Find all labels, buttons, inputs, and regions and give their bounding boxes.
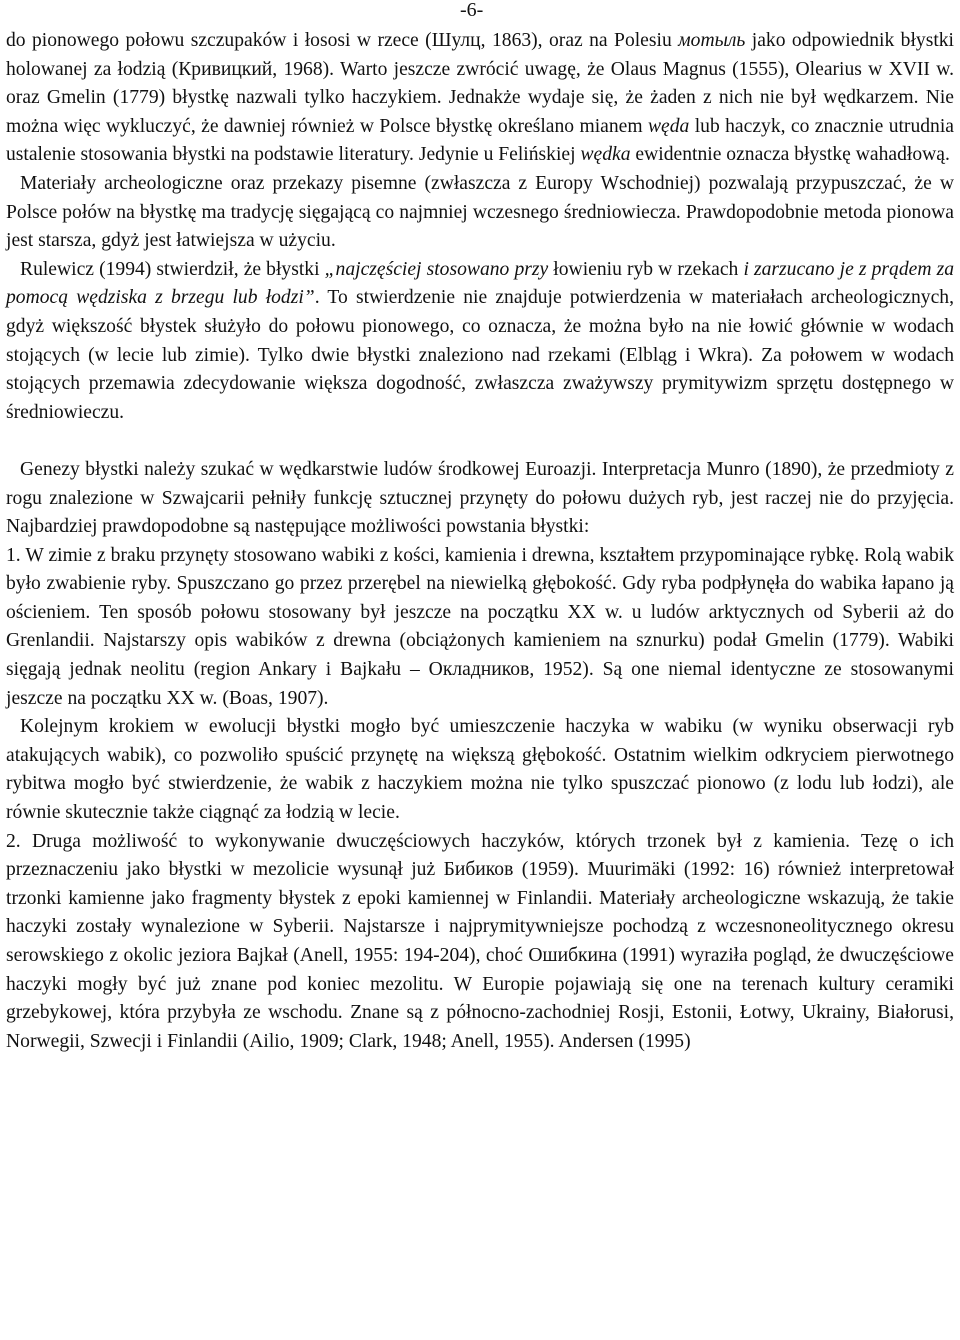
paragraph-7 — [6, 828, 954, 1057]
text-run: ewidentnie oznacza błystkę wahadłową. — [630, 144, 950, 166]
paragraph-1 — [6, 27, 954, 170]
paragraph-2 — [6, 170, 954, 256]
text-run: jako odpowiednik błystki holowanej za łodzią (Кривицкий, 1968). Warto jeszcze zwrócić uwagę, że Olaus Magnus (1555), Olearius w XVII w. oraz Gmelin (1779) błystkę nazwali tylko haczykiem. Jednakże wydaje się, że żaden z nich nie był wędkarzem. Nie można więc wykluczyć, że dawniej również w Polsce błystkę określano mianem — [6, 30, 955, 137]
paragraph-3 — [6, 256, 954, 428]
paragraph-5 — [6, 542, 954, 714]
text-run: 2. Druga możliwość to wykonywanie dwuczęściowych haczyków, których trzonek był z kamienia. Tezę o ich przeznaczeniu jako błystki w mezolicie wysunął już Бибиков (1959). Muurimäki (1992: 16) również interpretował trzonki kamienne jako fragmenty błystek z epoki kamiennej w Finlandii. Materiały archeologiczne wskazują, że takie haczyki zostały wynalezione w Syberii. Najstarsze i najprymitywniejsze pochodzą z wczesnoneolitycznego okresu serowskiego z okolic jeziora Bajkał (Anell, 1955: 194-204), choć Ошибкина (1991) wyraziła pogląd, że dwuczęściowe haczyki mogły być już znane pod koniec mezolitu. W Europie pojawiają się one na terenach kultury ceramiki grzebykowej, która przybyła ze wschodu. Znane są z północno-zachodniej Rosji, Estonii, Łotwy, Ukrainy, Białorusi, Norwegii, Szwecji i Finlandii (Ailio, 1909; Clark, 1948; Anell, 1955). Andersen (1995) — [6, 830, 954, 1052]
text-run: . To stwierdzenie nie znajduje potwierdzenia w materiałach archeologicznych, gdyż większość błystek służyło do połowu pionowego, co oznacza, że można było na nie łowić głównie w wodach stojących (w lecie lub zimie). Tylko dwie błystki znaleziono nad rzekami (Elbląg i Wkra). Za połowem w wodach stojących przemawia zdecydowanie większa dogodność, zwłaszcza zważywszy prymitywizm sprzętu dostępnego w średniowieczu. — [6, 287, 954, 423]
text-run: lub haczyk, co znacznie utrudnia ustalenie stosowania błystki na podstawie literatury. Jedynie u Felińskiej — [6, 115, 954, 166]
text-run: Genezy błystki należy szukać w wędkarstwie ludów środkowej Euroazji. Interpretacja Munro (1890), że przedmioty z rogu znalezione w Szwajcarii pełniły funkcję sztucznej przynęty do połowu dużych ryb, jest raczej nie do przyjęcia. Najbardziej prawdopodobne są następujące możliwości powstania błystki: — [6, 458, 954, 538]
paragraph-6 — [6, 713, 954, 827]
paragraph-gap — [6, 427, 954, 456]
body-text — [6, 27, 954, 1056]
italic-text: wędka — [580, 144, 631, 166]
text-run: Rulewicz (1994) stwierdził, że błystki — [20, 258, 325, 280]
text-run: Kolejnym krokiem w ewolucji błystki mogło być umieszczenie haczyka w wabiku (w wyniku obserwacji ryb atakujących wabik), co pozwoliło spuścić przynętę na większą głębokość. Ostatnim wielkim odkryciem pierwotnego rybitwa mogło być stwierdzenie, że wabik z haczykiem można nie tylko spuszczać pionowo (z lodu lub łodzi), ale równie skutecznie także ciągnąć za łodzią w lecie. — [6, 716, 954, 824]
italic-text: węda — [647, 115, 690, 137]
text-run: 1. W zimie z braku przynęty stosowano wabiki z kości, kamienia i drewna, kształtem przypominające rybkę. Rolą wabik było zwabienie ryby. Spuszczano go przez przerębel na niewielką głębokość. Gdy ryba podpłynęła do wabika łapano ją ościeniem. Ten sposób połowu stosowany był jeszcze na początku XX w. u ludów arktycznych od Syberii aż do Grenlandii. Najstarszy opis wabików z drewna (obciążonych kamieniem na sznurku) podał Gmelin (1779). Wabiki sięgają jednak neolitu (region Ankary i Bajkału – Окладников, 1952). Są one niemal identyczne ze stosowanymi jeszcze na początku XX w. (Boas, 1907). — [6, 544, 954, 709]
text-run: Materiały archeologiczne oraz przekazy pisemne (zwłaszcza z Europy Wschodniej) pozwalają przypuszczać, że w Polsce połów na błystkę ma tradycję sięgającą co najmniej wczesnego średniowiecza. Prawdopodobnie metoda pionowa jest starsza, gdyż jest łatwiejsza w użyciu. — [6, 172, 954, 252]
text-run: łowieniu ryb w rzekach — [553, 258, 744, 280]
italic-text: „najczęściej stosowano przy — [324, 258, 554, 280]
paragraph-4 — [6, 456, 954, 542]
text-run: do pionowego połowu szczupaków i łososi w rzece (Шулц, 1863), oraz na Polesiu — [6, 30, 679, 51]
page-number: -6- — [460, 0, 484, 21]
italic-text: i zarzucano je z prądem za pomocą wędziska z brzegu lub łodzi” — [6, 258, 955, 309]
italic-text: мотыль — [678, 30, 746, 51]
